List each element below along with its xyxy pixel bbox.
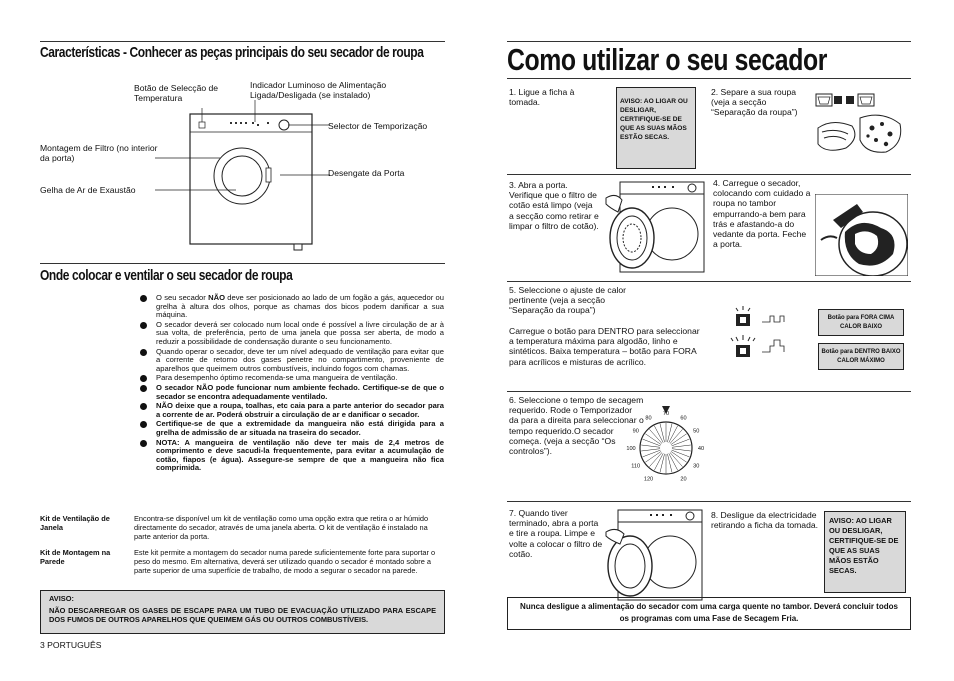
bullet-text: Quando operar o secador, deve ter um nível adequado de ventilação para evitar que a corrente de retorno dos gases penetre no compartimento, proveniente de aparelhos que queimem outros combustíveis, incluindo fogos com chamas. xyxy=(156,346,444,373)
timer-dial xyxy=(620,398,712,490)
bullet-item xyxy=(140,374,444,383)
step-5-body: Carregue o botão para DENTRO para seleccionar a temperatura máxima para algodão, linho e sintéticos. Baixa temperatura – botão para FORA para acrílicos e misturas de acrílico. xyxy=(509,326,700,367)
step-7: 7. Quando tiver terminado, abra a porta e tire a roupa. Limpe e volte a colocar o filtro de cotão. xyxy=(509,508,603,559)
bullet-item xyxy=(140,384,444,401)
dial-number: 110 xyxy=(631,463,641,470)
aviso-box-1 xyxy=(616,87,696,169)
heat-button-icons xyxy=(730,305,814,363)
dial-number: 90 xyxy=(632,428,639,435)
dial-number: 120 xyxy=(643,476,654,483)
clean-filter-illustration xyxy=(598,506,704,602)
dial-number: 40 xyxy=(697,446,705,452)
final-note-box xyxy=(507,597,911,630)
bullet-item xyxy=(140,348,444,374)
laundry-sorting-illustration xyxy=(812,88,908,160)
kit-montagem-text: Este kit permite a montagem do secador numa parede suficientemente forte para suportar o peso do mesmo. Em alternativa, deverá ser utilizado quando o secador é montado sobre a parte superior de uma superfície de trabalho, de modo a segurar o secador na parede. xyxy=(134,548,436,575)
bullet-item xyxy=(140,420,444,437)
bullet-dot-icon xyxy=(140,385,147,392)
bullet-dot-icon xyxy=(140,375,147,382)
bullet-text-bold: NOTA: A mangueira de ventilação não deve ter mais de 2,4 metros de comprimento e deve sacudi-la frequentemente, para evitar a acumulação de cotão, fiapos (e água). Assegure-se sempre de que a mangueira não fica comprimida. xyxy=(156,437,444,473)
section-title-placement: Onde colocar e ventilar o seu secador de roupa xyxy=(40,267,293,284)
label-indicador: Indicador Luminoso de Alimentação Ligada/Desligada (se instalado) xyxy=(250,80,387,101)
step-8: 8. Desligue da electricidade retirando a ficha da tomada. xyxy=(711,510,819,531)
kit-ventilacao-text: Encontra-se disponível um kit de ventilação como uma opção extra que retira o ar húmido directamente do secador, através de uma janela aberta. O kit de ventilação é instalado na parte anterior da porta. xyxy=(134,514,429,541)
bullet-dot-icon xyxy=(140,295,147,302)
step-5-header: 5. Seleccione o ajuste de calor pertinente (veja a secção “Separação da roupa”) xyxy=(509,285,627,316)
kit-montagem-title: Kit de Montagem na Parede xyxy=(40,548,111,566)
bullet-text: O secador deverá ser colocado num local onde é possível a livre circulação de ar à sua volta, de preferência, perto de uma janela que possa ser aberta, de modo a reduzir a possibilidade de condensação durante o seu funcionamento. xyxy=(156,319,444,346)
aviso-text: NÃO DESCARREGAR OS GASES DE ESCAPE PARA UM TUBO DE EVACUAÇÃO UTILIZADO PARA ESCAPE DOS FUMOS DE OUTROS APARELHOS QUE QUEIMEM GÁS OU OUTROS COMBUSTÍVEIS. xyxy=(49,606,436,624)
step-2: 2. Separe a sua roupa (veja a secção “Separação da roupa”) xyxy=(711,87,798,118)
label-gelha: Gelha de Ar de Exaustão xyxy=(40,185,136,195)
bullet-item xyxy=(140,439,444,473)
open-door-illustration xyxy=(600,178,706,274)
aviso-box-2 xyxy=(824,511,906,593)
dial-number: 20 xyxy=(680,476,687,483)
bullet-dot-icon xyxy=(140,322,147,329)
kit-ventilacao-title: Kit de Ventilação de Janela xyxy=(40,514,110,532)
page-title: Como utilizar o seu secador xyxy=(507,42,827,77)
badge-botao-fora xyxy=(818,309,904,336)
bullet-text: deve ser posicionado ao lado de um fogão a gás, aquecedor ou grelha à altura dos olhos, porque as chamas dos bicos podem danificar a sua máquina. xyxy=(156,293,444,320)
badge-botao-fora-text: Botão para FORA CIMA CALOR BAIXO xyxy=(827,315,895,330)
badge-botao-dentro xyxy=(818,343,904,370)
bullet-dot-icon xyxy=(140,403,147,410)
bullet-dot-icon xyxy=(140,349,147,356)
dial-number: 60 xyxy=(680,415,687,422)
dial-number: 100 xyxy=(626,446,636,452)
bullet-text-bold: O secador NÃO pode funcionar num ambiente fechado. Certifique-se de que o secador se encontra adequadamente ventilado. xyxy=(156,382,444,401)
label-desengate: Desengate da Porta xyxy=(328,168,405,178)
bullet-dot-icon xyxy=(140,421,147,428)
step-3: 3. Abra a porta. Verifique que o filtro de cotão está limpo (veja a secção como retirar e limpar o filtro de cotão). xyxy=(509,180,599,231)
bullet-item xyxy=(140,294,444,320)
aviso-1-text: AVISO: AO LIGAR OU DESLIGAR, CERTIFIQUE-SE DE QUE AS SUAS MÃOS ESTÃO SECAS. xyxy=(620,98,688,141)
aviso-2-text: AVISO: AO LIGAR OU DESLIGAR, CERTIFIQUE-SE DE QUE AS SUAS MÃOS ESTÃO SECAS. xyxy=(829,516,899,575)
bullet-text: Para desempenho óptimo recomenda-se uma mangueira de ventilação. xyxy=(156,373,398,383)
aviso-box-left xyxy=(40,590,445,634)
step-6: 6. Seleccione o tempo de secagem requerido. Rode o Temporizador da para a direita para seleccionar o tempo requerido.O secador começa. (veja a secção “Os controlos”). xyxy=(509,395,644,457)
badge-botao-dentro-text: Botão para DENTRO BAIXO CALOR MÁXIMO xyxy=(821,349,901,364)
final-note-text: Nunca desligue a alimentação do secador com uma carga quente no tambor. Deverá concluir todos os programas com uma Fase de Secagem Fria. xyxy=(520,602,898,623)
bullet-text-bold: NÃO deixe que a roupa, toalhas, etc caia para a parte anterior do secador para a corrente de ar. Poderá obstruir a circulação de ar e danificar o secador. xyxy=(156,401,444,419)
loading-drum-illustration xyxy=(815,194,908,276)
dial-number: 30 xyxy=(693,463,700,470)
aviso-title: AVISO: xyxy=(49,594,74,603)
step-1: 1. Ligue a ficha à tomada. xyxy=(509,87,575,108)
bullet-item xyxy=(140,402,444,419)
bullet-text-bold: NÃO xyxy=(208,293,225,302)
label-botao-seleccao: Botão de Selecção de Temperatura xyxy=(134,83,219,104)
bullet-text: O seu secador xyxy=(156,293,209,302)
bullet-item xyxy=(140,321,444,347)
dial-number: 70 xyxy=(662,411,670,417)
label-selector: Selector de Temporização xyxy=(328,121,428,131)
dial-number: 80 xyxy=(645,415,652,422)
bullet-dot-icon xyxy=(140,440,147,447)
placement-bullets xyxy=(140,294,444,474)
bullet-text-bold: Certifique-se de que a extremidade da mangueira não está dirigida para a grelha de admissão de ar situada na traseira do secador. xyxy=(156,419,444,437)
label-montagem-filtro: Montagem de Filtro (no interior da porta) xyxy=(40,143,158,164)
step-4: 4. Carregue o secador, colocando com cuidado a roupa no tambor empurrando-a bem para trás e afastando-a do vedante da porta. Feche a porta. xyxy=(713,178,811,250)
page-footer: 3 PORTUGUÊS xyxy=(40,640,102,650)
dial-number: 50 xyxy=(693,428,700,435)
section-title-features: Características - Conhecer as peças principais do seu secador de roupa xyxy=(40,44,424,61)
